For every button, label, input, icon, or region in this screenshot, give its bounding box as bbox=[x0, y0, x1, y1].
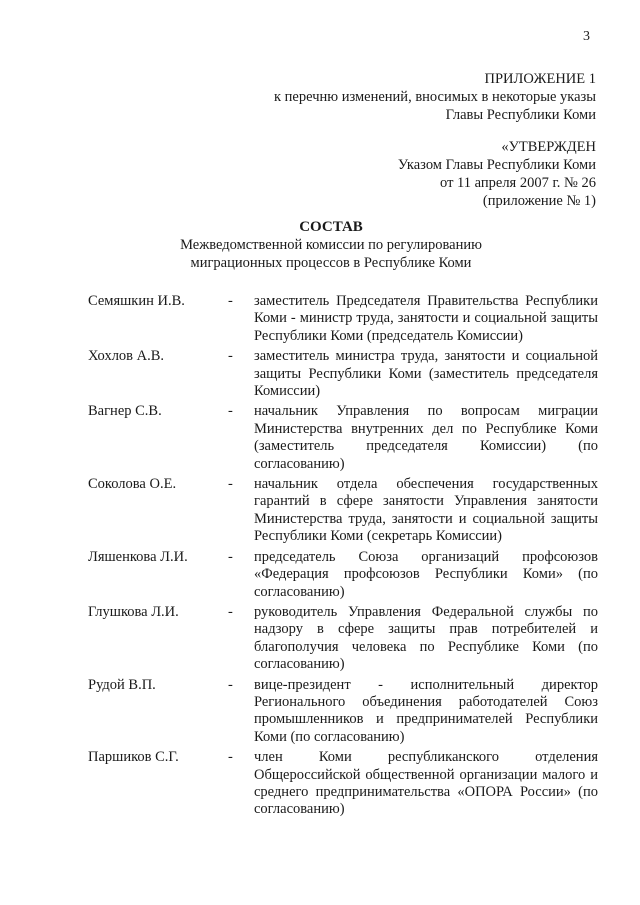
page-number: 3 bbox=[583, 29, 590, 44]
member-dash: - bbox=[228, 548, 233, 565]
member-name: Хохлов А.В. bbox=[88, 348, 165, 365]
member-row bbox=[88, 348, 598, 400]
members-list bbox=[88, 293, 598, 822]
member-role: заместитель министра труда, занятости и социальной защиты Республики Коми (заместитель председателя Комиссии) bbox=[254, 348, 598, 400]
document-heading bbox=[0, 218, 640, 272]
member-name: Глушкова Л.И. bbox=[88, 603, 179, 620]
member-dash: - bbox=[228, 476, 233, 493]
member-row bbox=[88, 749, 598, 819]
member-dash: - bbox=[228, 293, 233, 309]
member-role: вице-президент - исполнительный директор Регионального объединения работодателей Союз промышленников и предпринимателей Республики Коми (по согласованию) bbox=[254, 676, 598, 745]
member-dash: - bbox=[228, 676, 233, 693]
member-row bbox=[88, 476, 598, 546]
member-role: член Коми республиканского отделения Общероссийской общественной организации малого и среднего предпринимательства «ОПОРА России» (по согласованию) bbox=[254, 749, 598, 818]
member-row bbox=[88, 403, 598, 473]
approved-line: от 11 апреля 2007 г. № 26 bbox=[440, 175, 596, 191]
member-role: начальник Управления по вопросам миграции Министерства внутренних дел по Республике Коми (заместитель председателя Комиссии) (по согласованию) bbox=[254, 403, 598, 472]
appendix-line: Главы Республики Коми bbox=[445, 107, 596, 123]
approved-line: (приложение № 1) bbox=[482, 193, 596, 209]
heading-title: СОСТАВ bbox=[299, 219, 363, 235]
member-name: Рудой В.П. bbox=[88, 676, 156, 693]
member-role: начальник отдела обеспечения государственных гарантий в сфере занятости Управления занятости Министерства труда, занятости и социальной защиты Республики Коми (секретарь Комиссии) bbox=[254, 476, 598, 545]
member-name: Соколова О.Е. bbox=[88, 476, 177, 493]
approved-title: «УТВЕРЖДЕН bbox=[501, 139, 596, 155]
member-dash: - bbox=[228, 603, 233, 620]
member-row bbox=[88, 549, 598, 601]
approved-line: Указом Главы Республики Коми bbox=[397, 157, 596, 173]
member-name: Паршиков С.Г. bbox=[88, 749, 179, 766]
member-row bbox=[88, 677, 598, 747]
heading-subtitle: миграционных процессов в Республике Коми bbox=[190, 255, 472, 271]
member-role: председатель Союза организаций профсоюзов «Федерация профсоюзов Республики Коми» (по согласованию) bbox=[254, 548, 598, 600]
appendix-title: ПРИЛОЖЕНИЕ 1 bbox=[484, 71, 596, 87]
member-role: руководитель Управления Федеральной службы по надзору в сфере защиты прав потребителей и благополучия человека по Республике Коми (по согласованию) bbox=[254, 603, 598, 673]
appendix-header bbox=[274, 70, 596, 124]
member-name: Вагнер С.В. bbox=[88, 403, 162, 420]
member-role: заместитель Председателя Правительства Республики Коми - министр труда, занятости и социальной защиты Республики Коми (председатель Комиссии) bbox=[254, 293, 598, 344]
member-dash: - bbox=[228, 749, 233, 766]
member-row bbox=[88, 604, 598, 674]
member-dash: - bbox=[228, 348, 233, 365]
member-name: Семяшкин И.В. bbox=[88, 293, 185, 309]
approval-stamp bbox=[398, 138, 596, 210]
member-dash: - bbox=[228, 403, 233, 420]
appendix-line: к перечню изменений, вносимых в некоторые указы bbox=[274, 89, 596, 105]
heading-subtitle: Межведомственной комиссии по регулированию bbox=[180, 237, 482, 253]
member-row bbox=[88, 293, 598, 345]
member-name: Ляшенкова Л.И. bbox=[88, 548, 188, 565]
